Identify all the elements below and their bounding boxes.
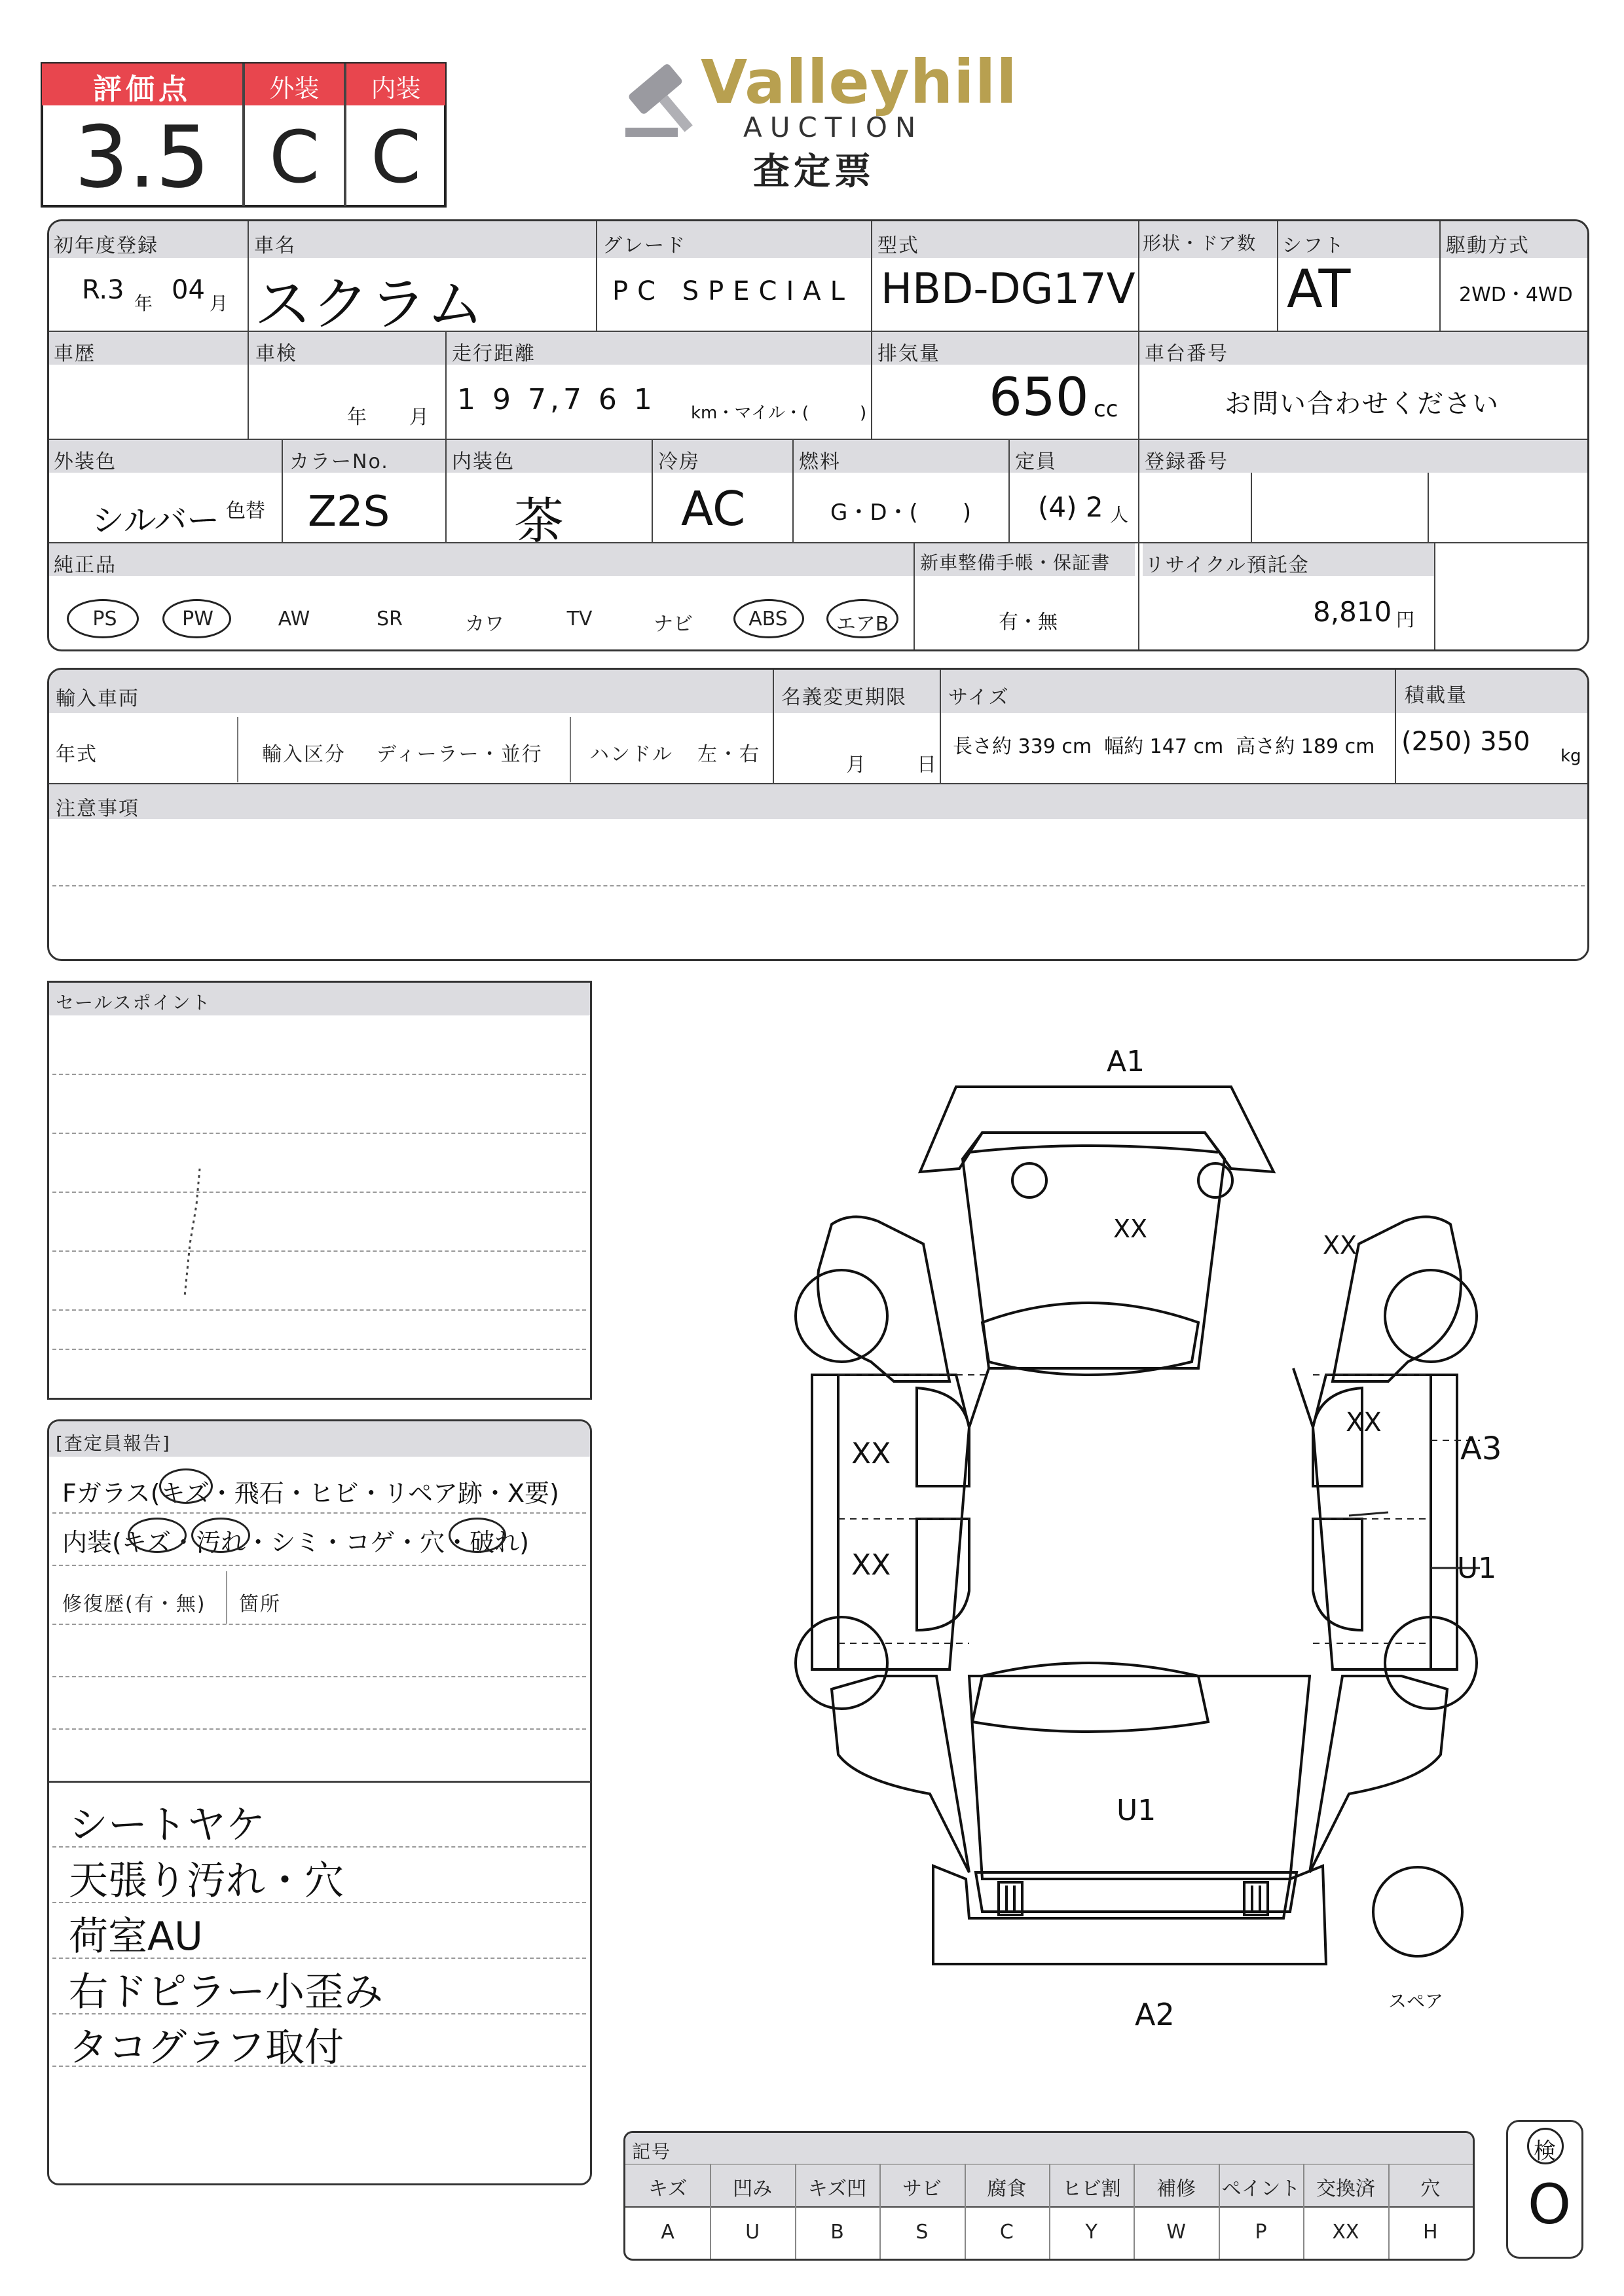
notes-label: 注意事項 bbox=[56, 797, 139, 820]
option-airbag: エアB bbox=[836, 613, 889, 636]
option-abs: ABS bbox=[748, 608, 788, 630]
option-navi: ナビ bbox=[654, 613, 693, 636]
recycle-value: 8,810 bbox=[1313, 596, 1392, 628]
mark-a1: A1 bbox=[1107, 1045, 1145, 1078]
legend-item-name: 腐食 bbox=[987, 2178, 1027, 2200]
legend-item-code: XX bbox=[1332, 2221, 1359, 2244]
mark-left-front-door-xx: XX bbox=[851, 1437, 891, 1470]
mileage-value: 1 9 7,7 6 1 bbox=[457, 383, 656, 416]
displacement-unit: cc bbox=[1094, 396, 1118, 422]
capacity-label: 定員 bbox=[1015, 450, 1057, 473]
chassis-value: お問い合わせください bbox=[1225, 389, 1500, 419]
legend-separator bbox=[1303, 2164, 1304, 2259]
gavel-icon bbox=[616, 46, 714, 144]
import-label: 輸入車両 bbox=[56, 687, 139, 710]
legend-separator bbox=[965, 2164, 966, 2259]
handle-label: ハンドル bbox=[589, 743, 673, 766]
legend-item-code: Y bbox=[1085, 2221, 1098, 2244]
inspector-note-3: 荷室AU bbox=[69, 1914, 203, 1959]
interior-color-value: 茶 bbox=[514, 492, 564, 550]
shift-label: シフト bbox=[1282, 234, 1345, 257]
chassis-label: 車台番号 bbox=[1145, 342, 1228, 365]
inspection-label: 車検 bbox=[255, 342, 297, 365]
legend-item-name: ヒビ割 bbox=[1061, 2178, 1121, 2200]
load-unit: kg bbox=[1560, 746, 1581, 766]
inspector-note-1: シートヤケ bbox=[69, 1802, 265, 1848]
load-label: 積載量 bbox=[1405, 684, 1467, 707]
legend-item-code: P bbox=[1255, 2221, 1267, 2244]
legend-item-code: A bbox=[661, 2221, 674, 2244]
displacement-value: 650 bbox=[989, 367, 1089, 428]
legend-item-code: H bbox=[1423, 2221, 1438, 2244]
drive-label: 駆動方式 bbox=[1446, 234, 1530, 257]
vehicle-name-label: 車名 bbox=[254, 234, 296, 257]
legend-item-code: W bbox=[1166, 2221, 1186, 2244]
exterior-color-value: シルバー bbox=[92, 501, 220, 539]
genuine-label: 純正品 bbox=[54, 554, 117, 577]
legend-separator bbox=[1219, 2164, 1220, 2259]
legend-label: 記号 bbox=[632, 2141, 672, 2162]
import-type-label: 輸入区分 bbox=[262, 743, 346, 766]
mark-right-fender-xx: XX bbox=[1323, 1231, 1357, 1260]
option-airbag-circle bbox=[826, 599, 898, 638]
option-abs-circle bbox=[733, 599, 804, 638]
fuel-value: G・D・( ) bbox=[830, 500, 972, 526]
body-type-label: 形状・ドア数 bbox=[1143, 232, 1257, 254]
legend-item-code: B bbox=[830, 2221, 844, 2244]
ac-label: 冷房 bbox=[658, 450, 700, 473]
model-label: 型式 bbox=[877, 234, 919, 257]
repair-history-label: 修復歴(有・無) bbox=[62, 1593, 206, 1616]
legend-item-name: 補修 bbox=[1156, 2178, 1196, 2200]
legend-separator bbox=[1388, 2164, 1390, 2259]
mark-left-rear-door-xx: XX bbox=[851, 1548, 891, 1582]
recycle-label: リサイクル預託金 bbox=[1145, 554, 1310, 577]
exterior-grade-label: 外装 bbox=[269, 74, 320, 103]
interior-color-label: 内装色 bbox=[452, 450, 515, 473]
option-pw-circle bbox=[162, 599, 231, 638]
repair-location-label: 箇所 bbox=[239, 1593, 281, 1616]
size-value: 長さ約 339 cm 幅約 147 cm 高さ約 189 cm bbox=[953, 735, 1375, 758]
option-pw: PW bbox=[182, 608, 213, 630]
option-tv: TV bbox=[566, 608, 593, 630]
legend-item-code: U bbox=[745, 2221, 760, 2244]
load-value: (250) 350 bbox=[1401, 727, 1530, 757]
legend-item-name: キズ凹 bbox=[807, 2178, 867, 2200]
interior-grade-label: 内装 bbox=[371, 74, 421, 103]
page-title: 査定票 bbox=[753, 151, 875, 193]
name-change-label: 名義変更期限 bbox=[781, 686, 907, 709]
option-leather: カワ bbox=[465, 613, 504, 636]
legend-separator bbox=[710, 2164, 711, 2259]
mark-a3: A3 bbox=[1460, 1430, 1502, 1467]
legend-separator bbox=[879, 2164, 881, 2259]
color-no-value: Z2S bbox=[308, 488, 390, 536]
check-label: 検 bbox=[1534, 2138, 1556, 2164]
mileage-unit: km・マイル・( ) bbox=[691, 403, 867, 423]
legend-item-code: S bbox=[915, 2221, 929, 2244]
logo-name: Valleyhill bbox=[701, 47, 1018, 117]
inspector-note-2: 天張り汚れ・穴 bbox=[69, 1858, 344, 1904]
fuel-label: 燃料 bbox=[799, 450, 841, 473]
sales-point-label: セールスポイント bbox=[56, 992, 212, 1013]
first-reg-month: 04 bbox=[172, 275, 205, 305]
mark-hood-xx: XX bbox=[1113, 1214, 1148, 1243]
interior-report: 内装(キズ・汚れ・シミ・コゲ・穴・破れ) bbox=[62, 1528, 529, 1557]
capacity-value: (4) 2 bbox=[1038, 491, 1103, 523]
legend-item-name: 凹み bbox=[733, 2178, 773, 2200]
size-label: サイズ bbox=[948, 686, 1010, 709]
inspector-note-4: 右ドピラー小歪み bbox=[69, 1969, 383, 2015]
capacity-unit: 人 bbox=[1110, 504, 1129, 526]
option-sr: SR bbox=[377, 608, 403, 630]
exterior-grade-value: C bbox=[269, 115, 320, 199]
exterior-color-label: 外装色 bbox=[54, 450, 117, 473]
pen-mark bbox=[170, 1165, 210, 1303]
mileage-label: 走行距離 bbox=[452, 342, 536, 365]
legend-separator bbox=[1049, 2164, 1050, 2259]
mark-rear-u1: U1 bbox=[1116, 1794, 1156, 1827]
interior-tear-circle bbox=[449, 1518, 506, 1553]
first-reg-year-unit: 年 bbox=[134, 293, 153, 314]
legend-item-name: 穴 bbox=[1420, 2178, 1441, 2200]
legend-item-name: サビ bbox=[902, 2178, 942, 2200]
history-label: 車歴 bbox=[54, 342, 96, 365]
handle-value: 左・右 bbox=[697, 743, 760, 766]
option-aw: AW bbox=[278, 608, 310, 630]
first-reg-month-unit: 月 bbox=[210, 293, 229, 314]
recycle-unit: 円 bbox=[1396, 609, 1415, 630]
model-value: HBD-DG17V bbox=[881, 265, 1135, 314]
first-reg-era: R.3 bbox=[82, 275, 124, 305]
interior-dirt-circle bbox=[191, 1518, 250, 1553]
overall-grade-value: 3.5 bbox=[74, 107, 210, 207]
maintenance-label: 新車整備手帳・保証書 bbox=[920, 552, 1111, 574]
legend-item-name: キズ bbox=[648, 2178, 688, 2200]
drive-value: 2WD・4WD bbox=[1459, 283, 1573, 306]
legend-item-code: C bbox=[999, 2221, 1014, 2244]
ac-value: AC bbox=[681, 481, 746, 536]
first-reg-label: 初年度登録 bbox=[54, 234, 158, 257]
inspection-month-unit: 月 bbox=[409, 406, 429, 429]
overall-grade-label: 評価点 bbox=[93, 73, 191, 106]
legend-item-name: 交換済 bbox=[1316, 2178, 1375, 2200]
interior-scratch-circle bbox=[128, 1518, 187, 1553]
vehicle-name: スクラム bbox=[254, 270, 485, 338]
inspector-note-5: タコグラフ取付 bbox=[69, 2025, 344, 2071]
shift-value: AT bbox=[1287, 259, 1351, 319]
displacement-label: 排気量 bbox=[877, 342, 940, 365]
mark-right-rear-u1: U1 bbox=[1457, 1552, 1497, 1585]
interior-grade-value: C bbox=[371, 115, 421, 199]
legend-separator bbox=[795, 2164, 796, 2259]
color-change-label: 色替 bbox=[226, 500, 265, 522]
import-type-value: ディーラー・並行 bbox=[377, 743, 543, 766]
option-ps-circle bbox=[67, 599, 139, 638]
legend-item-name: ペイント bbox=[1221, 2178, 1301, 2200]
grade-value: PC SPECIAL bbox=[612, 276, 854, 306]
logo-subtitle: AUCTION bbox=[743, 111, 924, 143]
inspection-year-unit: 年 bbox=[347, 406, 367, 429]
glass-report: Fガラス(キズ・飛石・ヒビ・リペア跡・X要) bbox=[62, 1479, 559, 1508]
reg-no-label: 登録番号 bbox=[1145, 450, 1228, 473]
color-no-label: カラーNo. bbox=[289, 450, 389, 473]
check-mark: O bbox=[1528, 2172, 1572, 2236]
name-change-day: 日 bbox=[917, 754, 938, 776]
name-change-month: 月 bbox=[846, 754, 867, 776]
inspector-label: [査定員報告] bbox=[56, 1432, 171, 1454]
option-ps: PS bbox=[92, 608, 117, 630]
import-year-label: 年式 bbox=[56, 743, 98, 766]
grade-label: グレード bbox=[602, 234, 686, 257]
legend-separator bbox=[1134, 2164, 1135, 2259]
mark-right-front-door-xx: XX bbox=[1346, 1408, 1382, 1438]
glass-scratch-circle bbox=[159, 1468, 213, 1504]
maintenance-value: 有・無 bbox=[999, 611, 1058, 634]
spare-label: スペア bbox=[1388, 1990, 1444, 2012]
mark-a2: A2 bbox=[1135, 1997, 1175, 2032]
